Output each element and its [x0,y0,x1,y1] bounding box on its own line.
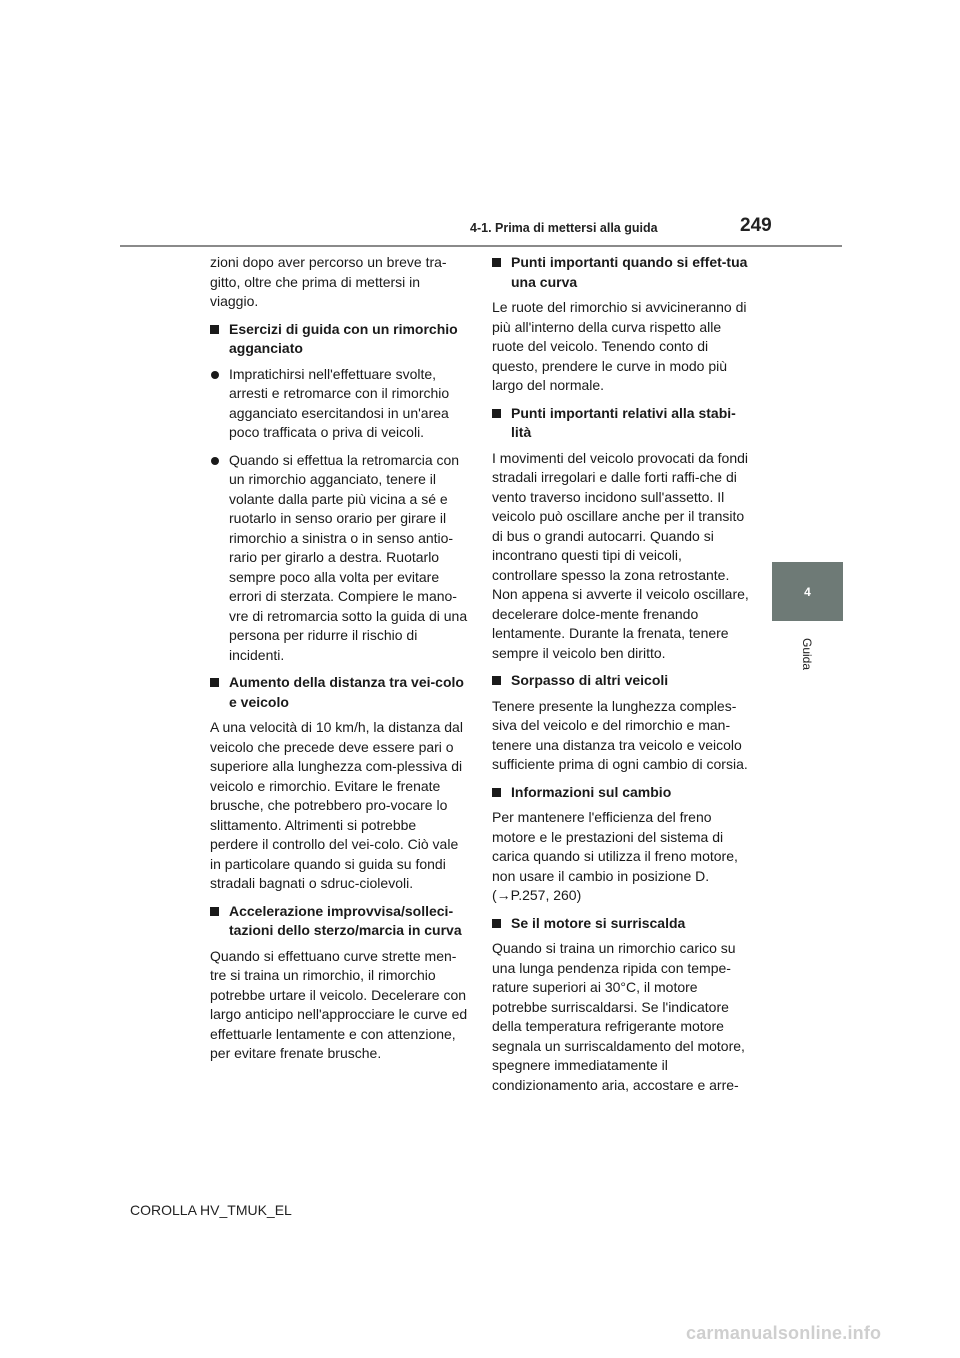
heading-text: Accelerazione improvvisa/solleci-tazioni dello sterzo/marcia in curva [229,902,462,938]
section-heading [210,902,468,941]
section-heading [492,783,750,803]
square-bullet-icon [210,678,219,687]
heading-text: Informazioni sul cambio [511,783,672,800]
body-paragraph: Quando si effettuano curve strette men-tre si traina un rimorchio, il rimorchio potrebbe urtare il veicolo. Decelerare con largo anticipo nell'approcciare le curve ed effettuarle lentamente e con attenzione, per evitare frenate brusche. [210,947,468,1061]
body-paragraph: Tenere presente la lunghezza comples-siva del veicolo e del rimorchio e man-tenere una distanza tra veicolo e veicolo sufficiente prima di ogni cambio di corsia. [492,697,748,772]
square-bullet-icon [492,788,501,797]
footer-model-code: COROLLA HV_TMUK_EL [130,1202,292,1218]
chapter-label-text: Guida [800,637,814,671]
body-paragraph: A una velocità di 10 km/h, la distanza dal veicolo che precede deve essere pari o superiore alla lunghezza com-plessiva di veicolo e rimorchio. Evitare le frenate brusche, che potrebbero pro-vocare lo slittamento. Altrimenti si potrebbe perdere il controllo del vei-colo. Ciò vale in particolare quando si guida su fondi stradali bagnati o sdruc-ciolevoli. [210,719,463,891]
round-bullet-icon [211,371,219,379]
heading-text: Punti importanti relativi alla stabi-lità [511,404,736,440]
section-heading [210,320,468,359]
round-bullet-icon [211,457,219,465]
section-heading [210,673,468,712]
intro-paragraph: zioni dopo aver percorso un breve tra-gitto, oltre che prima di mettersi in viaggio. [210,254,447,309]
chapter-label [784,634,830,674]
bullet-text: Quando si effettua la retromarcia con un rimorchio agganciato, tenere il volante dalla parte più vicina a sé e ruotarlo in senso orario per girare il rimorchio a sinistra o in senso antio-rario per girarlo a destra. Ruotarlo sempre poco alla volta per evitare errori di sterzata. Compiere le mano-vre di retromarcia sotto la guida di una persona per ridurre il rischio di incidenti. [229,451,468,663]
square-bullet-icon [492,409,501,418]
square-bullet-icon [492,258,501,267]
right-column [492,253,750,1103]
body-paragraph: Per mantenere l'efficienza del freno motore e le prestazioni del sistema di carica quando si utilizza il freno motore, non usare il cambio in posizione D. (→P.257, 260) [492,809,738,903]
section-heading [492,253,750,292]
square-bullet-icon [492,676,501,685]
heading-text: Esercizi di guida con un rimorchio agganciato [229,320,458,356]
square-bullet-icon [210,907,219,916]
heading-text: Aumento della distanza tra vei-colo e veicolo [229,674,464,710]
section-heading [492,914,750,934]
chapter-tab [772,562,843,621]
watermark: carmanualsonline.info [686,1323,882,1343]
bullet-item [210,451,468,666]
heading-text: Se il motore si surriscalda [511,914,686,931]
section-heading [492,671,750,691]
page-number: 249 [740,215,772,236]
heading-text: Sorpasso di altri veicoli [511,672,669,688]
bullet-item [210,365,468,443]
chapter-number: 4 [804,584,811,599]
square-bullet-icon [210,325,219,334]
section-heading [492,404,750,443]
bullet-text: Impratichirsi nell'effettuare svolte, arresti e retromarce con il rimorchio agganciato esercitandosi in un'area poco trafficata o priva di veicoli. [229,365,450,440]
body-paragraph: Quando si traina un rimorchio carico su una lunga pendenza ripida con tempe-rature superiori ai 30°C, il motore potrebbe surriscaldarsi. Se l'indicatore della temperatura refrigerante motore segnala un surriscaldamento del motore, spegnere immediatamente il condizionamento aria, accostare e arre- [492,940,745,1093]
section-title: 4-1. Prima di mettersi alla guida [470,221,658,235]
header-divider [120,245,842,247]
body-paragraph: Le ruote del rimorchio si avvicineranno di più all'interno della curva rispetto alle ruote del veicolo. Tenendo conto di questo, prendere le curve in modo più largo del normale. [492,299,747,393]
body-paragraph: I movimenti del veicolo provocati da fondi stradali irregolari e dalle forti raffi-che di vento traverso incidono sull'assetto. Il veicolo può oscillare anche per il transito di bus o grandi autocarri. Quando si incontrano questi tipi di veicoli, controllare spesso la zona retrostante. Non appena si avverte il veicolo oscillare, decelerare dolce-mente frenando lentamente. Durante la frenata, tenere sempre il veicolo ben diritto. [492,449,749,661]
heading-text: Punti importanti quando si effet-tua una curva [511,254,748,290]
square-bullet-icon [492,919,501,928]
left-column [210,253,468,1072]
